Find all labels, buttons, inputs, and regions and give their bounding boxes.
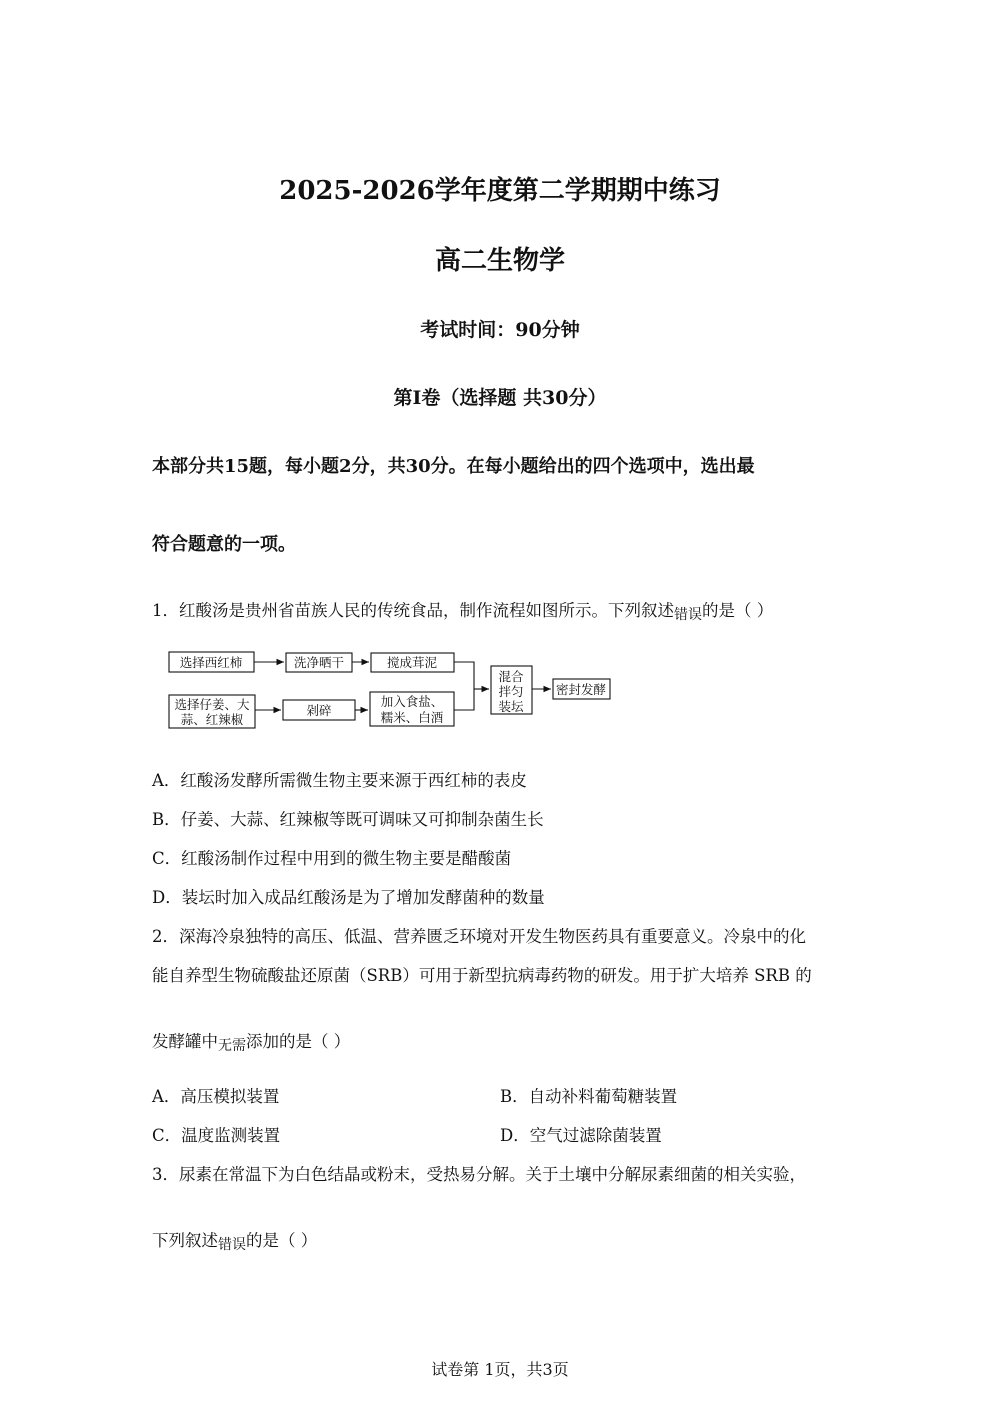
question-1-stem-end: 的是（ ） bbox=[702, 601, 774, 620]
section-heading: 第I卷（选择题 共30分） bbox=[393, 387, 607, 409]
flow-label-wash: 洗净晒干 bbox=[293, 655, 345, 670]
flow-label-mix-3: 装坛 bbox=[498, 699, 524, 714]
flow-label-seal: 密封发酵 bbox=[555, 682, 607, 697]
instructions-line-2: 符合题意的一项。 bbox=[152, 534, 296, 555]
question-2-option-a: A．高压模拟装置 bbox=[152, 1087, 280, 1106]
question-2-option-b: B．自动补料葡萄糖装置 bbox=[500, 1087, 678, 1106]
page-footer: 试卷第 1页，共3页 bbox=[431, 1360, 569, 1379]
question-2-line-1: 2．深海冷泉独特的高压、低温、营养匮乏环境对开发生物医药具有重要意义。冷泉中的化 bbox=[152, 927, 806, 946]
question-1-option-c: C．红酸汤制作过程中用到的微生物主要是醋酸菌 bbox=[152, 849, 512, 868]
exam-title: 2025-2026学年度第二学期期中练习 bbox=[279, 176, 721, 206]
question-1-option-a: A．红酸汤发酵所需微生物主要来源于西红柿的表皮 bbox=[152, 771, 527, 790]
flow-label-mash: 搅成茸泥 bbox=[386, 655, 438, 670]
question-1-option-b: B．仔姜、大蒜、红辣椒等既可调味又可抑制杂菌生长 bbox=[152, 810, 544, 829]
question-3-line-2-text: 下列叙述 bbox=[152, 1231, 218, 1250]
flow-label-add-1: 加入食盐、 bbox=[380, 694, 444, 709]
question-3-line-1: 3．尿素在常温下为白色结晶或粉末，受热易分解。关于土壤中分解尿素细菌的相关实验， bbox=[152, 1165, 806, 1184]
question-2-option-d: D．空气过滤除菌装置 bbox=[500, 1126, 662, 1145]
question-1-stem bbox=[152, 597, 773, 621]
question-2-line-2: 能自养型生物硫酸盐还原菌（SRB）可用于新型抗病毒药物的研发。用于扩大培养 SRB 的 bbox=[152, 966, 812, 985]
question-1-emphasis: 错误 bbox=[674, 607, 702, 623]
subject-title: 高二生物学 bbox=[434, 246, 565, 276]
flow-label-add-2: 糯米、白酒 bbox=[380, 710, 444, 725]
flow-label-ginger-2: 蒜、红辣椒 bbox=[180, 712, 244, 727]
question-3-emphasis: 错误 bbox=[218, 1237, 246, 1253]
question-2-option-c: C．温度监测装置 bbox=[152, 1126, 281, 1145]
question-1-option-d: D．装坛时加入成品红酸汤是为了增加发酵菌种的数量 bbox=[152, 888, 545, 907]
question-2-line-3-text: 发酵罐中 bbox=[152, 1032, 218, 1051]
flow-label-mix-2: 拌匀 bbox=[498, 684, 524, 699]
question-3-line-2-end: 的是（ ） bbox=[246, 1231, 318, 1250]
exam-time: 考试时间：90分钟 bbox=[420, 319, 580, 341]
flow-diagram bbox=[160, 640, 630, 740]
question-1-stem-text: 1．红酸汤是贵州省苗族人民的传统食品，制作流程如图所示。下列叙述 bbox=[152, 601, 674, 620]
question-2-line-3-end: 添加的是（ ） bbox=[246, 1032, 351, 1051]
flow-label-chop: 剁碎 bbox=[306, 703, 332, 718]
question-2-line-3 bbox=[152, 1028, 350, 1052]
question-2-emphasis: 无需 bbox=[218, 1038, 246, 1054]
flow-label-ginger-1: 选择仔姜、大 bbox=[174, 697, 250, 712]
question-3-line-2 bbox=[152, 1227, 317, 1251]
flow-label-mix-1: 混合 bbox=[498, 669, 524, 684]
flow-label-tomato: 选择西红柿 bbox=[179, 655, 243, 670]
instructions-line-1: 本部分共15题，每小题2分，共30分。在每小题给出的四个选项中，选出最 bbox=[152, 456, 755, 477]
